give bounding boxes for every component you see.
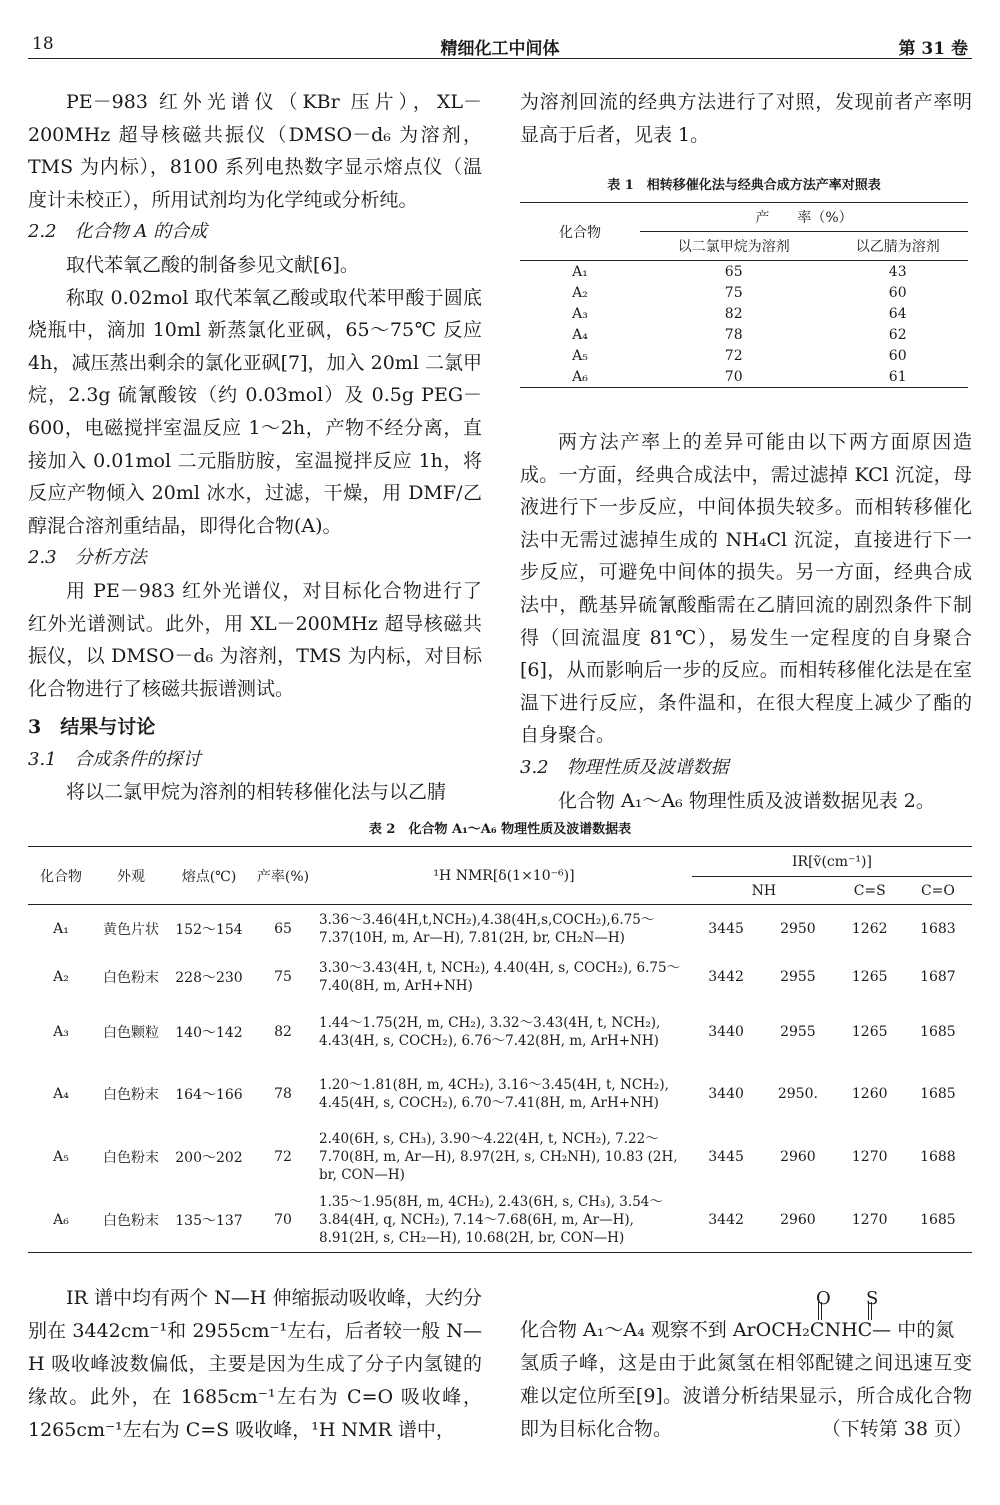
page-number: 18 (32, 34, 54, 54)
table-cell: A₅ (572, 347, 588, 364)
table-cell: 65 (274, 920, 292, 937)
table-cell: 228～230 (175, 969, 243, 986)
table-cell: 70 (274, 1212, 292, 1229)
table-cell: 65 (724, 263, 743, 280)
table-cell: 1.20～1.81(8H, m, 4CH₂), 3.16～3.45(4H, t, NCH₂), 4.45(4H, s, COCH₂), 6.70～7.41(8H, m, ArH+NH) (319, 1076, 669, 1111)
table-cell: 140～142 (175, 1024, 243, 1041)
table-cell: A₄ (53, 1085, 69, 1102)
section-heading: 2.2 化合物 A 的合成 (28, 221, 208, 243)
table-cell: 75 (724, 284, 743, 301)
table-header: 熔点(℃) (168, 847, 250, 905)
table-header: C=O (904, 877, 972, 905)
paragraph: 化合物 A₁～A₆ 物理性质及波谱数据见表 2。 (558, 789, 935, 812)
formula-s-label: S (866, 1288, 879, 1309)
table-cell: 43 (888, 263, 907, 280)
table-cell: 3442 (708, 1212, 744, 1229)
table-header: NH (692, 877, 836, 905)
table-cell: 白色粉末 (103, 1149, 159, 1166)
text-span: 中的氮 (897, 1319, 955, 1341)
table-row (28, 1001, 972, 1063)
paragraph: PE－983 红外光谱仪（KBr 压片），XL－200MHz 超导核磁共振仪（DMSO－d₆ 为溶剂，TMS 为内标），8100 系列电热数字显示熔点仪（温度计未校正），所用试剂均为化学纯或分析纯。 (28, 91, 482, 211)
journal-title: 精细化工中间体 (440, 39, 560, 59)
table-cell: 2960 (780, 1212, 816, 1229)
table-cell: 3.36～3.46(4H,t,NCH₂),4.38(4H,s,COCH₂),6.75～7.37(10H, m, Ar—H), 7.81(2H, br, CH₂N—H) (319, 911, 655, 946)
table-cell: A₃ (53, 1023, 69, 1040)
formula-substituents (520, 1280, 972, 1314)
table-cell: 70 (724, 368, 743, 385)
table-cell: A₂ (53, 968, 69, 985)
table-cell: A₄ (572, 326, 588, 343)
table-header: 产率(%) (250, 847, 316, 905)
table-header: 化合物 (28, 847, 94, 905)
double-bond-mark (868, 1302, 872, 1320)
table-row (28, 1125, 972, 1189)
table-cell: 78 (274, 1085, 292, 1102)
table-header: IR[ṽ(cm⁻¹)] (692, 847, 972, 877)
text-span: 化合物 A₁～A₄ 观察不到 (520, 1319, 727, 1341)
table-cell: 1685 (920, 1023, 956, 1040)
paragraph: 为溶剂回流的经典方法进行了对照，发现前者产率明显高于后者，见表 1。 (520, 91, 972, 146)
table-cell: 1685 (920, 1212, 956, 1229)
section-heading: 3.2 物理性质及波谱数据 (520, 756, 729, 778)
table-row (520, 366, 968, 388)
table-row (520, 303, 968, 324)
table-row (28, 953, 972, 1001)
table-cell: 2955 (780, 968, 816, 985)
table-row (520, 282, 968, 303)
table2-caption: 表 2 化合物 A₁～A₆ 物理性质及波谱数据表 (368, 822, 632, 837)
table-cell: 2.40(6H, s, CH₃), 3.90～4.22(4H, t, NCH₂), 7.22～7.70(8H, m, Ar—H), 8.97(2H, s, CH₂NH), 10.83 (2H, br, CON—H) (319, 1130, 678, 1183)
table-cell: 2955 (780, 1023, 816, 1040)
table-row (28, 1189, 972, 1253)
table-cell: 152～154 (175, 921, 243, 938)
formula-line (520, 1314, 972, 1347)
section-heading: 2.3 分析方法 (28, 547, 147, 569)
table-header: 以乙腈为溶剂 (827, 232, 968, 261)
table-cell: A₁ (572, 263, 588, 280)
table-header: 产 率（%） (640, 203, 968, 232)
table-cell: 200～202 (175, 1149, 243, 1166)
table-cell: 82 (274, 1023, 292, 1040)
table-cell: 60 (888, 284, 907, 301)
section-heading: 3.1 合成条件的探讨 (28, 748, 201, 770)
table-row (28, 1063, 972, 1125)
paragraph: 称取 0.02mol 取代苯氧乙酸或取代苯甲酸于圆底烧瓶中，滴加 10ml 新蒸氯化亚砜，65～75℃ 反应 4h，减压蒸出剩余的氯化亚砜[7]，加入 20ml 二氯甲烷，2.3g 硫氰酸铵（约 0.03mol）及 0.5g PEG－600，电磁搅拌室温反应 1～2h，产物不经分离，直接加入 0.01mol 二元脂肪胺，室温搅拌反应 1h，将反应产物倾入 20ml 冰水，过滤，干燥，用 DMF/乙醇混合溶剂重结晶，即得化合物(A)。 (28, 286, 482, 537)
paragraph: 将以二氯甲烷为溶剂的相转移催化法与以乙腈 (66, 781, 447, 804)
right-column-bottom (520, 426, 972, 817)
table-cell: 白色粉末 (103, 1213, 159, 1230)
table-header: 外观 (94, 847, 168, 905)
table-header: C=S (836, 877, 904, 905)
table-cell: 1683 (920, 920, 956, 937)
table-cell: 1687 (920, 968, 956, 985)
table2 (28, 846, 972, 1253)
paragraph: IR 谱中均有两个 N—H 伸缩振动吸收峰，大约分别在 3442cm⁻¹和 2955cm⁻¹左右，后者较一般 N—H 吸收峰波数偏低，主要是因为生成了分子内氢键的缘故。此外，在 1685cm⁻¹左右为 C=O 吸收峰，1265cm⁻¹左右为 C=S 吸收峰，¹H NMR 谱中， (28, 1287, 482, 1441)
table-cell: A₃ (572, 305, 588, 322)
table-cell: 1260 (851, 1085, 888, 1102)
table-cell: 3440 (708, 1023, 744, 1040)
volume-label: 第 31 卷 (898, 39, 968, 59)
left-column (28, 86, 482, 809)
double-bond-mark (818, 1302, 822, 1320)
table-cell: A₆ (572, 368, 588, 385)
table-cell: A₅ (53, 1148, 69, 1165)
table-cell: 62 (888, 326, 907, 343)
table-cell: 3440 (708, 1085, 744, 1102)
table-cell: 1685 (920, 1085, 956, 1102)
table-cell: 3445 (708, 1148, 744, 1165)
table-cell: 白色粉末 (103, 1086, 159, 1103)
table-cell: A₁ (53, 920, 69, 937)
table-cell: 135～137 (175, 1213, 243, 1230)
table-cell: 78 (724, 326, 743, 343)
table-cell: 61 (888, 368, 907, 385)
paragraph: 氢质子峰，这是由于此氮氢在相邻配键之间迅速互变难以定位所至[9]。波谱分析结果显示，所合成化合物即为目标化合物。 (520, 1352, 972, 1440)
table-cell: 164～166 (175, 1086, 243, 1103)
bottom-right-column (520, 1280, 972, 1446)
table-cell: 75 (274, 968, 292, 985)
table-header: ¹H NMR[δ(1×10⁻⁶)] (316, 847, 692, 905)
paragraph: 用 PE－983 红外光谱仪，对目标化合物进行了红外光谱测试。此外，用 XL－200MHz 超导核磁共振仪，以 DMSO－d₆ 为溶剂，TMS 为内标，对目标化合物进行了核磁共振谱测试。 (28, 579, 482, 700)
table-cell: 2960 (780, 1148, 816, 1165)
table-cell: 3.30～3.43(4H, t, NCH₂), 4.40(4H, s, COCH₂), 6.75～7.40(8H, m, ArH+NH) (319, 959, 681, 994)
table-cell: 1270 (851, 1212, 888, 1229)
table-cell: 1.35～1.95(8H, m, 4CH₂), 2.43(6H, s, CH₃), 3.54～3.84(4H, q, NCH₂), 7.14～7.68(6H, m, Ar—H), 8.91(2H, s, CH₂—H), 10.68(2H, br, CON—H) (319, 1194, 663, 1247)
paragraph: 取代苯氧乙酸的制备参见文献[6]。 (66, 253, 359, 276)
table-cell: 72 (724, 347, 743, 364)
section-heading: 3 结果与讨论 (28, 716, 156, 739)
table-row (520, 345, 968, 366)
table-row (28, 905, 972, 953)
table-cell: 60 (888, 347, 907, 364)
table-cell: 1265 (851, 1023, 888, 1040)
table-cell: 64 (888, 305, 907, 322)
table-header: 以二氯甲烷为溶剂 (640, 232, 827, 261)
table-cell: 白色颗粒 (103, 1024, 159, 1041)
table-cell: 2950. (777, 1085, 818, 1102)
right-column-top (520, 86, 972, 151)
table-header: 化合物 (520, 203, 640, 261)
table-cell: 1265 (851, 968, 888, 985)
continued-note: （下转第 38 页） (821, 1418, 972, 1440)
table-cell: 3445 (708, 920, 744, 937)
table-cell: 82 (724, 305, 743, 322)
table-cell: 3442 (708, 968, 744, 985)
table-cell: 白色粉末 (103, 969, 159, 986)
table-cell: 2950 (780, 920, 816, 937)
table-cell: 72 (274, 1148, 292, 1165)
formula-o-label: O (816, 1288, 831, 1309)
chemical-formula: ArOCH₂CNHC— (732, 1319, 892, 1341)
paragraph: 两方法产率上的差异可能由以下两方面原因造成。一方面，经典合成法中，需过滤掉 KCl 沉淀，母液进行下一步反应，中间体损失较多。而相转移催化法中无需过滤掉生成的 NH₄Cl 沉淀，直接进行下一步反应，可避免中间体的损失。另一方面，经典合成法中，酰基异硫氰酸酯需在乙腈回流的剧烈条件下制得（回流温度 81℃），易发生一定程度的自身聚合[6]，从而影响后一步的反应。而相转移催化法是在室温下进行反应，条件温和，在很大程度上减少了酯的自身聚合。 (520, 431, 972, 747)
table-cell: A₂ (572, 284, 588, 301)
table1-caption: 表 1 相转移催化法与经典合成方法产率对照表 (607, 178, 881, 193)
table-cell: 1.44～1.75(2H, m, CH₂), 3.32～3.43(4H, t, NCH₂), 4.43(4H, s, COCH₂), 6.76～7.42(8H, m, ArH+NH) (319, 1014, 661, 1049)
table-cell: 黄色片状 (103, 921, 159, 938)
table-cell: 1270 (851, 1148, 888, 1165)
table-cell: 1262 (851, 920, 888, 937)
page-header (28, 28, 972, 59)
table-row (520, 324, 968, 345)
table-row (520, 261, 968, 283)
table-cell: A₆ (53, 1212, 69, 1229)
bottom-left-column (28, 1282, 482, 1447)
table-cell: 1688 (920, 1148, 956, 1165)
table1 (520, 202, 968, 388)
